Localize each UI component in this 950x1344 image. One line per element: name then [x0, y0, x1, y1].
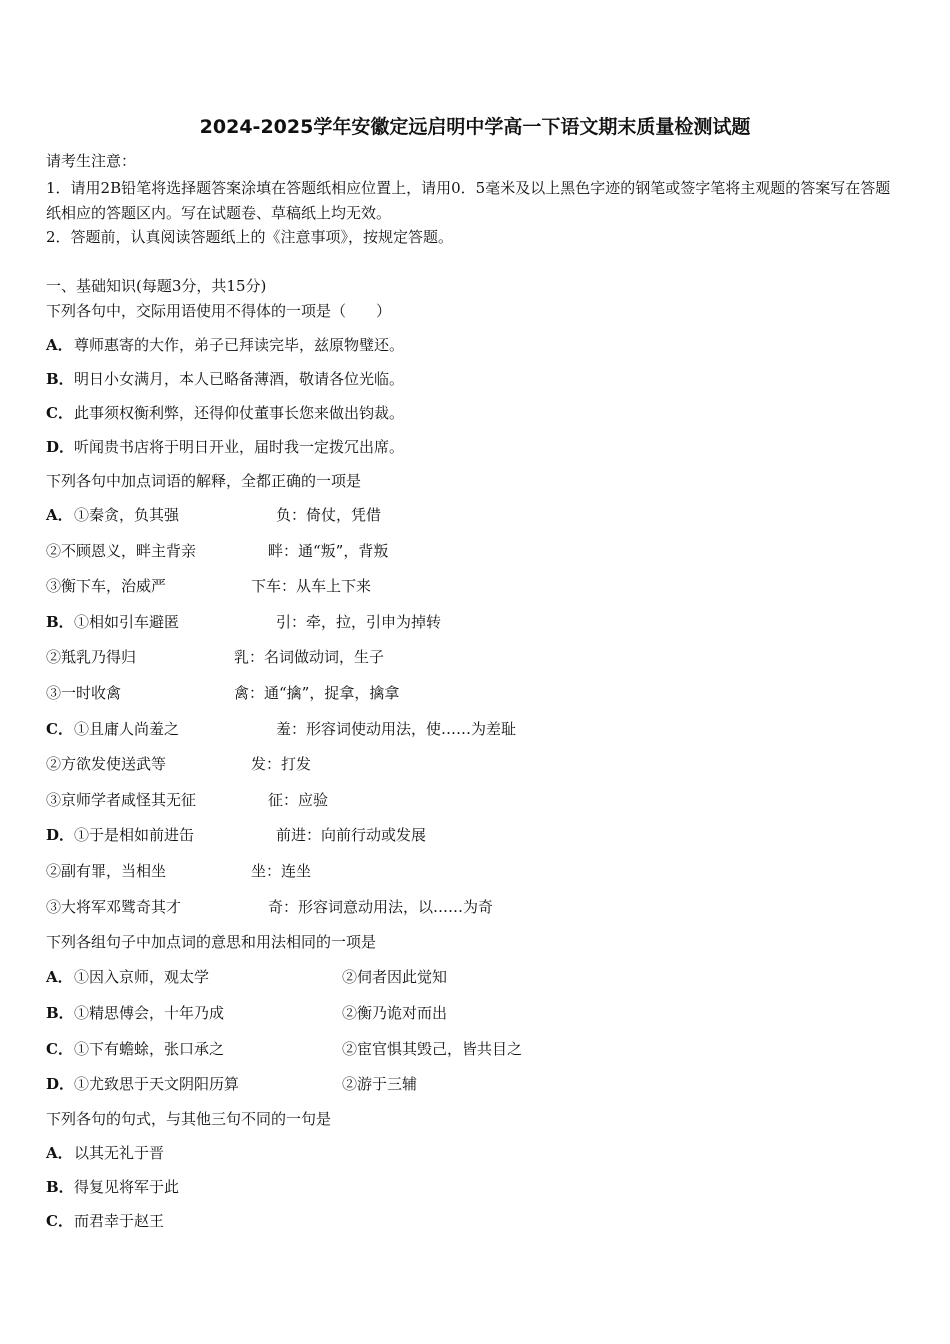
option-label: C．: [46, 720, 73, 738]
q1-option-c: [46, 403, 404, 423]
row-sentence: ①于是相如前进缶: [74, 826, 195, 844]
option-label: A．: [46, 336, 73, 354]
page-title: 2024-2025学年安徽定远启明中学高一下语文期末质量检测试题: [199, 116, 751, 138]
question-3-stem: 下列各组句子中加点词的意思和用法相同的一项是: [46, 933, 377, 951]
row-sentence: ①且庸人尚羞之: [74, 720, 180, 738]
option-text: 以其无礼于晋: [74, 1144, 165, 1162]
q2-row: [46, 790, 906, 810]
notice-heading: 请考生注意：: [46, 152, 137, 170]
q2-row: [46, 647, 906, 667]
row-sentence: ③大将军邓骘奇其才: [46, 898, 182, 916]
q3-option-d: [46, 1074, 906, 1094]
notice-item-1: 1．请用2B铅笔将选择题答案涂填在答题纸相应位置上，请用0．5毫米及以上黑色字迹的钢笔或签字笔将主观题的答案写在答题纸相应的答题区内。写在试题卷、草稿纸上均无效。: [46, 179, 891, 222]
q2-row: [46, 505, 906, 525]
option-text: 而君幸于赵王: [74, 1212, 165, 1230]
row-sentence: ③京师学者咸怪其无征: [46, 791, 197, 809]
option-text: 尊师惠寄的大作，弟子已拜读完毕，兹原物璧还。: [74, 336, 405, 354]
row-explanation: 乳：名词做动词，生子: [234, 648, 385, 666]
notice-item-2: 2．答题前，认真阅读答题纸上的《注意事项》，按规定答题。: [46, 228, 454, 246]
q4-option-b: [46, 1177, 179, 1197]
question-4-stem: 下列各句的句式，与其他三句不同的一句是: [46, 1110, 332, 1128]
q2-row: [46, 576, 906, 596]
row-sentence: ②副有罪，当相坐: [46, 862, 167, 880]
option-label: D．: [46, 1075, 75, 1093]
row-explanation: 前进：向前行动或发展: [276, 826, 427, 844]
q4-option-a: [46, 1143, 164, 1163]
q3-option-a: [46, 967, 906, 987]
question-1-stem: 下列各句中，交际用语使用不得体的一项是（ ）: [46, 302, 392, 320]
q2-row: [46, 541, 906, 561]
option-left: ①下有蟾蜍，张口承之: [74, 1040, 225, 1058]
option-label: B．: [46, 613, 74, 631]
q2-row: [46, 861, 906, 881]
option-label: A．: [46, 506, 73, 524]
row-explanation: 负：倚仗，凭借: [276, 506, 382, 524]
row-sentence: ①秦贪，负其强: [74, 506, 180, 524]
row-explanation: 禽：通“擒”，捉拿，擒拿: [234, 684, 400, 702]
option-text: 得复见将军于此: [74, 1178, 180, 1196]
option-label: C．: [46, 404, 73, 422]
q2-row: [46, 719, 906, 739]
option-right: ②游于三辅: [342, 1075, 418, 1093]
q2-row: [46, 683, 906, 703]
q1-option-a: [46, 335, 404, 355]
option-label: A．: [46, 968, 73, 986]
option-text: 听闻贵书店将于明日开业，届时我一定拨冗出席。: [74, 438, 405, 456]
q2-row: [46, 825, 906, 845]
option-left: ①尤致思于天文阴阳历算: [74, 1075, 240, 1093]
row-sentence: ③衡下车，治威严: [46, 577, 167, 595]
q1-option-b: [46, 369, 404, 389]
q2-row: [46, 897, 906, 917]
option-text: 明日小女满月，本人已略备薄酒，敬请各位光临。: [74, 370, 405, 388]
section-heading: 一、基础知识(每题3分，共15分): [46, 277, 267, 295]
q4-option-c: [46, 1211, 164, 1231]
q2-row: [46, 612, 906, 632]
row-explanation: 坐：连坐: [251, 862, 312, 880]
row-explanation: 引：牵，拉，引申为掉转: [276, 613, 442, 631]
row-explanation: 羞：形容词使动用法，使……为差耻: [276, 720, 517, 738]
q2-row: [46, 754, 906, 774]
option-right: ②伺者因此觉知: [342, 968, 448, 986]
row-sentence: ②羝乳乃得归: [46, 648, 137, 666]
option-text: 此事须权衡利弊，还得仰仗董事长您来做出钧裁。: [74, 404, 405, 422]
q1-option-d: [46, 437, 404, 457]
q3-option-b: [46, 1003, 906, 1023]
option-left: ①因入京师，观太学: [74, 968, 210, 986]
row-sentence: ①相如引车避匿: [74, 613, 180, 631]
row-explanation: 奇：形容词意动用法，以……为奇: [268, 898, 494, 916]
row-sentence: ②方欲发使送武等: [46, 755, 167, 773]
option-right: ②衡乃诡对而出: [342, 1004, 448, 1022]
row-explanation: 发：打发: [251, 755, 312, 773]
option-label: B．: [46, 1178, 74, 1196]
row-explanation: 征：应验: [268, 791, 329, 809]
question-2-stem: 下列各句中加点词语的解释，全都正确的一项是: [46, 472, 362, 490]
row-sentence: ②不顾恩义，畔主背亲: [46, 542, 197, 560]
option-label: D．: [46, 826, 75, 844]
option-right: ②宦官惧其毁己，皆共目之: [342, 1040, 523, 1058]
option-left: ①精思傅会，十年乃成: [74, 1004, 225, 1022]
option-label: C．: [46, 1212, 73, 1230]
option-label: A．: [46, 1144, 73, 1162]
row-sentence: ③一时收禽: [46, 684, 122, 702]
option-label: B．: [46, 1004, 74, 1022]
q3-option-c: [46, 1039, 906, 1059]
option-label: D．: [46, 438, 75, 456]
row-explanation: 下车：从车上下来: [251, 577, 372, 595]
option-label: C．: [46, 1040, 73, 1058]
option-label: B．: [46, 370, 74, 388]
row-explanation: 畔：通“叛”，背叛: [268, 542, 389, 560]
